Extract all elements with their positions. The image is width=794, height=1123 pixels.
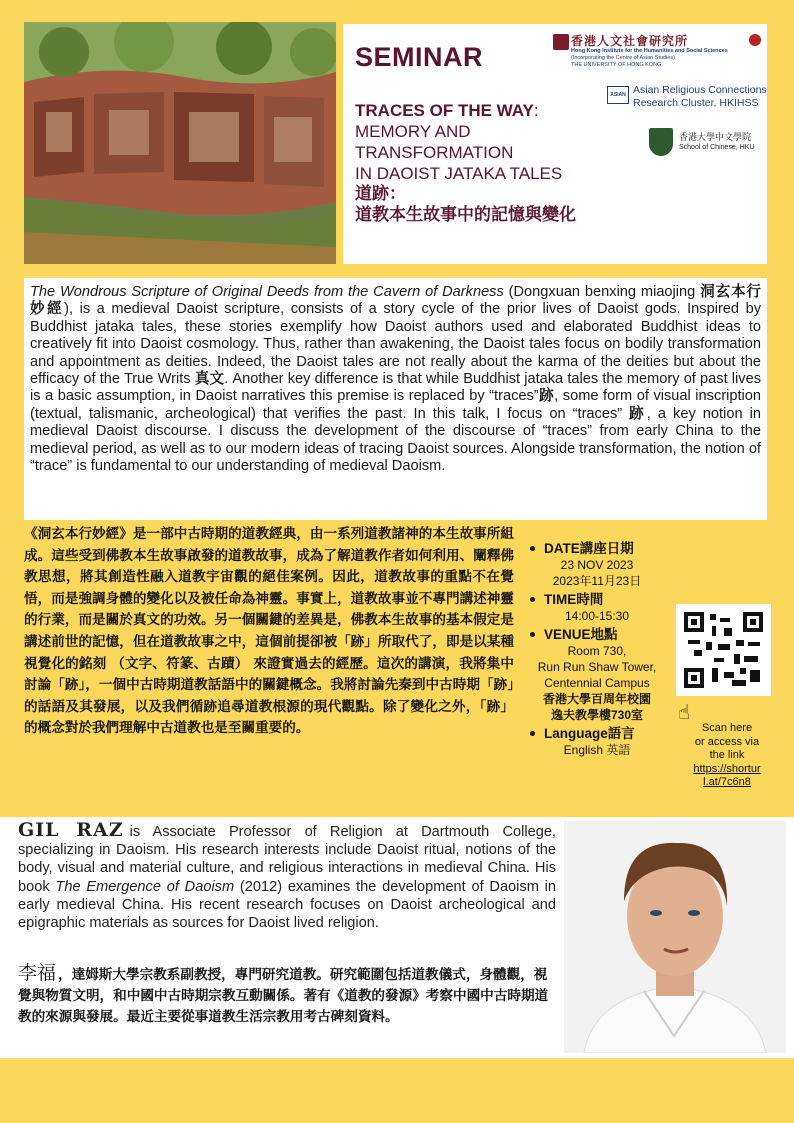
date-row bbox=[522, 540, 672, 589]
time-row bbox=[522, 591, 672, 624]
qr-module bbox=[750, 670, 760, 682]
abstract-seg-bold: 跡 bbox=[538, 388, 555, 405]
speaker-name-en: GIL RAZ bbox=[18, 819, 124, 841]
qr-module bbox=[694, 650, 702, 656]
speaker-portrait bbox=[564, 821, 786, 1053]
title-line-lead bbox=[355, 100, 605, 121]
qr-finder bbox=[743, 612, 763, 632]
hku-crest-icon bbox=[553, 34, 569, 50]
bio-zh-text: ，達姆斯大學宗教系副教授，專門研究道教。研究範圍包括道教儀式，身體觀，視覺與物質文明，和中國中古時期宗教互動關係。著有《道教的發源》考察中國中古時期道教的來源與發展。最近主要從事道教生活宗教用考古碑刻資料。 bbox=[18, 967, 549, 1025]
qr-module bbox=[688, 640, 700, 644]
qr-module bbox=[712, 668, 718, 682]
short-url-link[interactable]: https://shortur l.at/7c6n8 bbox=[693, 762, 761, 788]
arc-text bbox=[633, 84, 767, 110]
title-line-2: MEMORY AND bbox=[355, 122, 471, 141]
hkihss-name-zh: 香港人文社會研究所 bbox=[571, 34, 689, 48]
seal-icon bbox=[749, 34, 761, 46]
seminar-label: SEMINAR bbox=[355, 42, 484, 72]
school-name-en: School of Chinese, HKU bbox=[679, 144, 755, 151]
hkihss-name-en bbox=[571, 48, 751, 69]
qr-module bbox=[724, 628, 732, 636]
date-label: DATE講座日期 bbox=[522, 540, 672, 557]
venue-line-zh: 香港大學百周年校園 bbox=[542, 692, 651, 706]
qr-module bbox=[720, 618, 730, 622]
arc-badge-icon: ASIAN bbox=[607, 86, 629, 104]
abstract-seg-bold: 洞玄本行妙經 bbox=[30, 284, 761, 318]
language-value: English 英語 bbox=[563, 743, 631, 757]
hku-shield-icon bbox=[649, 128, 673, 156]
venue-line-zh: 逸夫教學樓730室 bbox=[550, 708, 644, 722]
hand-pointer-icon: ☝ bbox=[678, 700, 691, 724]
date-zh: 2023年11月23日 bbox=[552, 574, 642, 588]
school-name-zh: 香港大學中文學院 bbox=[679, 133, 752, 143]
qr-code-icon[interactable] bbox=[684, 612, 763, 688]
abstract-seg-bold: 跡 bbox=[629, 405, 647, 422]
abstract-en bbox=[30, 284, 761, 475]
abstract-seg: . Another key difference is that while Buddhist jataka tales the memory of past lives is a basic assumption, in Daoist narratives this premise is replaced by “traces” bbox=[30, 371, 761, 405]
bio-en bbox=[18, 821, 556, 932]
time-value: 14:00-15:30 bbox=[564, 609, 630, 623]
qr-module bbox=[712, 626, 716, 636]
venue-row bbox=[522, 626, 672, 723]
abstract-seg: ), is a medieval Daoist scripture, consists of a story cycle of the prior lives of Daoist gods. Inspired by Buddhist jataka tales, these stories exemplify how Daoist authors used and elaborated Buddhist ideas to creatively fit into Daoist cosmology. Thus, rather than awakening, the Daoist tales focus on bodily transformation and appointment as deities. Indeed, the Daoist tales are not really about the karma of the deities but about the efficacy of the True Writs bbox=[30, 301, 761, 388]
school-of-chinese-logo bbox=[649, 128, 767, 168]
qr-module bbox=[740, 668, 746, 674]
abstract-seg: , some form of visual inscription (textual, talismanic, archeological) that verifies the past. In this talk, I focus on “traces” bbox=[30, 388, 761, 422]
qr-module bbox=[744, 656, 758, 662]
speaker-name-zh: 李福 bbox=[18, 962, 57, 984]
hkihss-logo bbox=[551, 32, 765, 74]
qr-module bbox=[706, 642, 712, 650]
abstract-seg: (Dongxuan benxing miaojing bbox=[503, 284, 701, 300]
qr-module bbox=[710, 614, 716, 620]
cliff-carving-photo bbox=[24, 22, 336, 264]
venue-line: Run Run Shaw Tower, bbox=[537, 660, 657, 674]
title-line-3: TRANSFORMATION bbox=[355, 143, 514, 162]
hkihss-sub-line: (Incorporating the Centre of Asian Studies) bbox=[571, 55, 675, 61]
venue-line: Room 730, bbox=[567, 644, 627, 658]
hkihss-en-line: Hong Kong Institute for the Humanities and Social Sciences bbox=[571, 48, 728, 54]
talk-title bbox=[355, 100, 605, 226]
venue-label: VENUE地點 bbox=[522, 626, 672, 643]
qr-module bbox=[732, 680, 746, 686]
qr-finder bbox=[684, 612, 704, 632]
arc-line-1: Asian Religious Connections bbox=[633, 84, 767, 96]
title-zh-1: 道跡： bbox=[355, 184, 406, 204]
hkihss-uni-line: THE UNIVERSITY OF HONG KONG bbox=[571, 62, 662, 68]
qr-module bbox=[714, 658, 724, 662]
scan-instructions bbox=[672, 722, 782, 790]
arc-logo bbox=[607, 84, 767, 114]
abstract-seg: , a key notion in medieval Daoist discourse. I discuss the development of the discourse of “traces” from early China to the medieval period, as well as to our modern ideas of tracing Daoist sources. Alongside transformation, the notion of “trace” is fundamental to our understanding of medieval Daoism. bbox=[30, 405, 761, 475]
qr-module bbox=[736, 640, 744, 646]
book-title: The Emergence of Daoism bbox=[55, 878, 235, 895]
time-label: TIME時間 bbox=[522, 591, 672, 608]
language-row bbox=[522, 725, 672, 758]
title-line-4: IN DAOIST JATAKA TALES bbox=[355, 164, 563, 183]
language-label: Language語言 bbox=[522, 725, 672, 742]
speaker-bio-box bbox=[0, 817, 794, 1058]
arc-line-2: Research Cluster, HKIHSS bbox=[633, 97, 759, 109]
qr-module bbox=[734, 654, 740, 664]
qr-module bbox=[718, 644, 730, 650]
bio-seg: (2012) examines the development of Daoism in early medieval China. His recent research focuses on Daoist archeological and epigraphic materials as sources for Daoist lived religion. bbox=[18, 878, 556, 932]
qr-code[interactable] bbox=[676, 604, 771, 696]
scan-line: or access via bbox=[694, 735, 760, 748]
qr-module bbox=[724, 672, 734, 678]
scripture-title: The Wondrous Scripture of Original Deeds from the Cavern of Darkness bbox=[30, 284, 504, 300]
title-colon: : bbox=[533, 101, 539, 120]
date-en: 23 NOV 2023 bbox=[560, 558, 634, 572]
abstract-seg-bold: 真文 bbox=[194, 371, 225, 388]
venue-line: Centennial Campus bbox=[544, 676, 650, 690]
qr-module bbox=[748, 642, 760, 646]
title-zh-2: 道教本生故事中的記憶與變化 bbox=[355, 205, 576, 225]
scan-line: the link bbox=[709, 749, 745, 761]
bio-seg: is Associate Professor of Religion at Dartmouth College, specializing in Daoism. His research interests include Daoist ritual, notions of the body, visual and material culture, and religious interactions in medieval China. His book bbox=[18, 824, 556, 895]
header-box bbox=[343, 24, 767, 264]
bio-zh bbox=[18, 963, 558, 1028]
qr-finder bbox=[684, 668, 704, 688]
abstract-en-box bbox=[24, 278, 767, 520]
event-info bbox=[522, 540, 672, 760]
title-lead-text: TRACES OF THE WAY bbox=[355, 101, 534, 120]
abstract-zh: 《洞玄本行妙經》是一部中古時期的道教經典，由一系列道教諸神的本生故事所組成。這些受到佛教本生故事啟發的道教故事，成為了解道教作者如何利用、闡釋佛教思想，將其創造性融入道教宇宙觀的絕佳案例。因此，道教故事的重點不在覺悟，而是強調身體的變化以及被任命為神靈。事實上，道教故事並不專門講述神靈的行業，而是關於真文的功效。另一個關鍵的差異是，佛教本生故事的基本假定是講述前世的記憶，但在道教故事之中，這個前提卻被「跡」所取代了，即是以某種視覺化的銘刻 （文字、符篆、古蹟） 來證實過去的經歷。這次的講演，我將集中討論「跡」，一個中古時期道教話語中的關鍵概念。我將討論先秦到中古時期「跡」的話語及其發展，以及我們循跡追尋道教根源的現代觀點。除了變化之外，「跡」的概念對於我們理解中古道教也是至關重要的。 bbox=[24, 526, 514, 737]
scan-line: Scan here bbox=[701, 722, 753, 734]
